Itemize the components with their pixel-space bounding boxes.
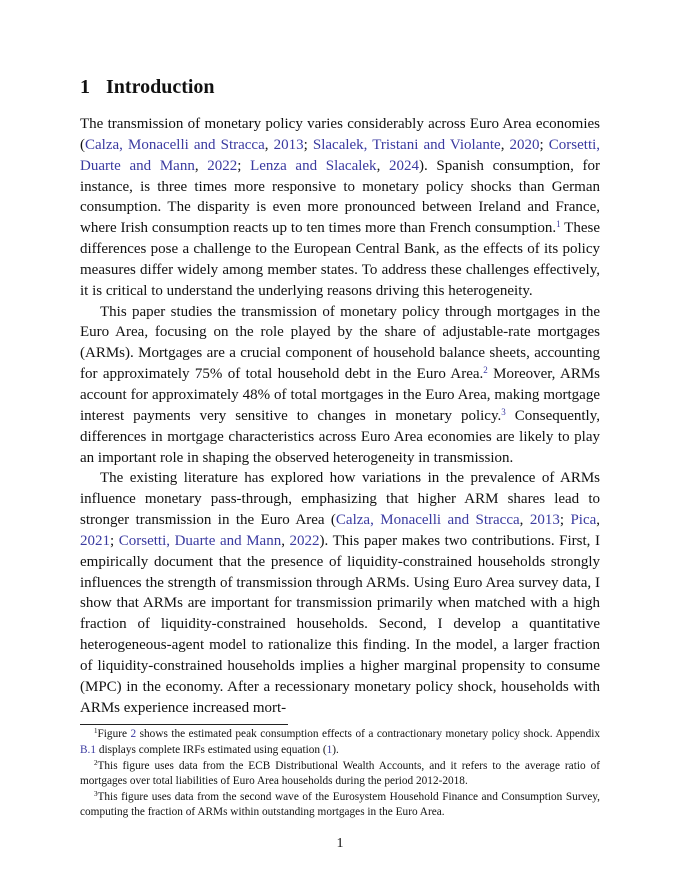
- text: This paper studies the transmission of monetary policy through mortgages in the Euro Area, focusing on the role played by the share of adjustable-rate mortgages (ARMs). Mortgages are a crucial component of household balance sheets, accounting for approximately 75% of total household debt in the Euro Area.: [80, 303, 600, 383]
- page-number: 1: [336, 836, 344, 852]
- section-number: 1: [80, 76, 90, 98]
- citation-link[interactable]: Corsetti, Duarte and Mann: [118, 532, 282, 549]
- citation-year-link[interactable]: 2013: [529, 512, 560, 529]
- page-footer: [80, 718, 600, 891]
- footnote-ref-1[interactable]: 1: [556, 219, 561, 230]
- text: ). Spanish consumption, for instance, is three times more responsive to monetary policy shocks than German consumption. The disparity is even more pronounced between Ireland and France, where Irish consumption reacts up to ten times more than French consumption.: [80, 157, 601, 237]
- citation-year-link[interactable]: 2022: [207, 157, 238, 174]
- text: Consequently, differences in mortgage characteristics across Euro Area economies are likely to play an important role in shaping the observed heterogeneity in transmission.: [80, 407, 600, 466]
- section-heading: [80, 74, 600, 100]
- text: ,: [264, 136, 274, 153]
- footnote-1: [80, 727, 600, 758]
- paragraph-3: [80, 468, 600, 718]
- text: ;: [110, 532, 119, 549]
- footnotes: [80, 727, 600, 821]
- paragraph-1: [80, 114, 600, 302]
- citation-link[interactable]: Calza, Monacelli and Stracca: [335, 512, 520, 529]
- text: ). This paper makes two contributions. First, I empirically document that the presence of liquidity-constrained households strongly influences the strength of transmission through ARMs. Using Euro Area survey data, I show that ARMs are important for transmission primarily when matched with a high fraction of liquidity-constrained households. Second, I develop a quantitative heterogeneous-agent model to rationalize this finding. In the model, a larger fraction of liquidity-constrained households implies a higher marginal propensity to consume (MPC) in the economy. After a recessionary monetary policy shock, households with ARMs experience increased mort-: [80, 532, 601, 716]
- text: ;: [559, 512, 571, 529]
- appendix-ref-link[interactable]: B.1: [80, 744, 97, 757]
- text: Moreover, ARMs account for approximately 48% of total mortgages in the Euro Area, making mortgage interest payments very sensitive to changes in monetary policy.: [80, 366, 600, 424]
- text: Figure: [97, 728, 131, 741]
- text: The transmission of monetary policy varies considerably across Euro Area economies (: [80, 116, 600, 153]
- footnote-ref-2[interactable]: 2: [483, 365, 488, 376]
- citation-link[interactable]: Calza, Monacelli and Stracca: [85, 136, 265, 153]
- section-title: Introduction: [106, 76, 215, 98]
- text: This figure uses data from the ECB Distributional Wealth Accounts, and it refers to the average ratio of mortgages over total liabilities of Euro Area households during the period 2012-2018.: [80, 759, 600, 788]
- footnote-2: [80, 759, 600, 790]
- text: This figure uses data from the second wave of the Eurosystem Household Finance and Consumption Survey, computing the fraction of ARMs within outstanding mortgages in the Euro Area.: [80, 790, 600, 819]
- text: ,: [519, 512, 530, 529]
- citation-link[interactable]: Lenza and Slacalek: [250, 157, 377, 174]
- text: These differences pose a challenge to the European Central Bank, as the effects of its policy measures differ widely among member states. To address these challenges effectively, it is critical to understand the underlying reasons driving this heterogeneity.: [80, 220, 600, 299]
- figure-ref-link[interactable]: 2: [130, 728, 137, 741]
- text: ;: [303, 136, 313, 153]
- footnote-3: [80, 790, 600, 821]
- text: ,: [500, 136, 510, 153]
- text: ,: [376, 157, 389, 174]
- footnote-divider: [80, 724, 288, 725]
- equation-ref-link[interactable]: 1: [326, 744, 333, 757]
- footnote-ref-3[interactable]: 3: [501, 406, 506, 417]
- citation-link[interactable]: Pica: [570, 512, 597, 529]
- footnote-mark: 2: [94, 758, 98, 767]
- text: ,: [596, 512, 601, 529]
- citation-year-link[interactable]: 2021: [80, 532, 110, 549]
- footnote-mark: 1: [94, 727, 98, 736]
- text: The existing literature has explored how variations in the prevalence of ARMs influence monetary pass-through, emphasizing that higher ARM shares lead to stronger transmission in the Euro Area (: [80, 470, 600, 529]
- text: ,: [194, 157, 208, 174]
- body-text: [80, 114, 600, 718]
- citation-link[interactable]: Slacalek, Tristani and Violante: [312, 136, 501, 153]
- text: shows the estimated peak consumption effects of a contractionary monetary policy shock. Appendix: [136, 728, 600, 741]
- footnote-mark: 3: [94, 789, 98, 798]
- text: ;: [539, 136, 549, 153]
- text: ;: [237, 157, 251, 174]
- citation-year-link[interactable]: 2024: [389, 157, 419, 174]
- citation-link[interactable]: Corsetti, Duarte and Mann: [80, 136, 601, 174]
- paragraph-2: [80, 302, 600, 469]
- citation-year-link[interactable]: 2020: [509, 136, 540, 153]
- citation-year-link[interactable]: 2013: [273, 136, 304, 153]
- text: ).: [332, 744, 339, 757]
- citation-year-link[interactable]: 2022: [289, 532, 320, 549]
- text: displays complete IRFs estimated using equation (: [96, 744, 327, 757]
- text: ,: [281, 532, 290, 549]
